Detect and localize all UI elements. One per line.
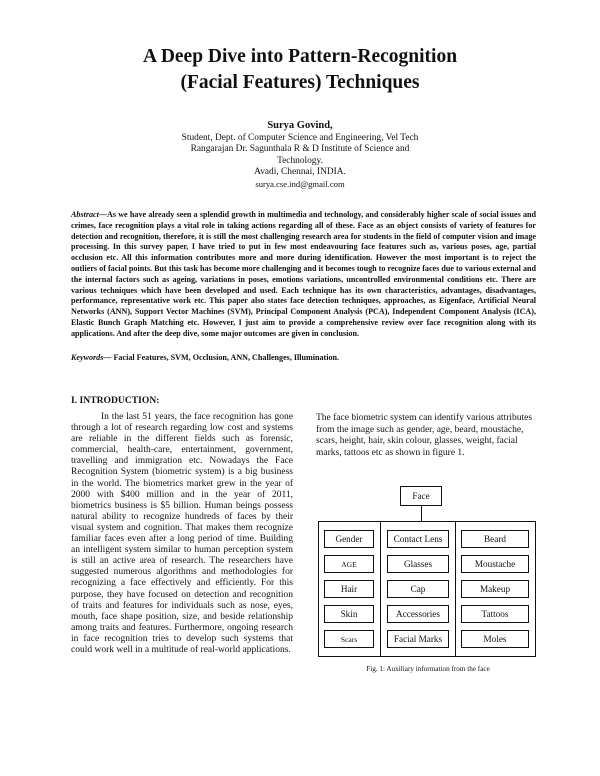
figure-box-facial-marks: Facial Marks xyxy=(387,630,449,648)
figure-1 xyxy=(313,478,543,673)
figure-box-makeup: Makeup xyxy=(461,580,529,598)
figure-box-moles: Moles xyxy=(461,630,529,648)
abstract-label: Abstract xyxy=(71,210,99,219)
figure-root-box: Face xyxy=(400,486,442,506)
figure-box-gender: Gender xyxy=(324,530,374,548)
author-affiliation-2: Rangarajan Dr. Sagunthala R & D Institute of Science and xyxy=(190,144,410,155)
abstract-text: —As we have already seen a splendid growth in multimedia and technology, and considerably higher scale of social issues and crimes, face recognition plays a vital role in taking actions regarding all of these. Face as an object consists of variety of features for detection and recognition, therefore, it is still the most challenging research area for students in the field of computer vision and image processing. In this survey paper, I have tried to put in few most endeavouring face features such as, various poses, age, partial occlusion etc. All this information contributes more and more during identification. However the most important is to reject the outliers of facial points. But this task has become more challenging and it becomes tough to recognize faces due to various external and the internal factors such as ageing, variations in poses, emotions variations, uncontrolled environmental conditions etc. There are various techniques which have been developed and used. Each technique has its own characteristics, advantages, disadvantages, performance, representative work etc. This paper also states face detection techniques, approaches, as Eigenface, Artificial Neural Networks (ANN), Support Vector Machines (SVM), Principal Component Analysis (PCA), Independent Component Analysis (ICA), Elastic Bunch Graph Matching etc. However, I just aim to provide a comprehensive review over face recognition along with its applications. And after the deep dive, some major outcomes are given in conclusion. xyxy=(71,210,536,338)
figure-box-age: AGE xyxy=(324,555,374,573)
keywords-text: Facial Features, SVM, Occlusion, ANN, Challenges, Illumination. xyxy=(111,353,340,362)
figure-caption: Fig. 1: Auxiliary information from the face xyxy=(366,665,490,673)
figure-box-beard: Beard xyxy=(461,530,529,548)
figure-box-glasses: Glasses xyxy=(387,555,449,573)
keywords-label: Keywords— xyxy=(71,353,112,362)
section-heading-introduction: I. INTRODUCTION: xyxy=(71,395,160,406)
figure-connector xyxy=(421,506,422,521)
author-affiliation-1: Student, Dept. of Computer Science and Engineering, Vel Tech xyxy=(181,132,419,143)
paper-title xyxy=(0,44,600,96)
figure-box-scars: Scars xyxy=(324,630,374,648)
abstract xyxy=(71,210,536,340)
author-email[interactable]: surya.cse.ind@gmail.com xyxy=(255,178,345,189)
author-block xyxy=(0,120,600,191)
figure-box-accessories: Accessories xyxy=(387,605,449,623)
figure-separator-1 xyxy=(380,521,381,657)
introduction-column xyxy=(71,412,293,656)
figure-box-cap: Cap xyxy=(387,580,449,598)
keywords xyxy=(71,353,536,364)
figure-box-contact-lens: Contact Lens xyxy=(387,530,449,548)
author-location: Avadi, Chennai, INDIA. xyxy=(254,167,346,178)
figure-separator-2 xyxy=(455,521,456,657)
figure-box-skin: Skin xyxy=(324,605,374,623)
title-line-1: A Deep Dive into Pattern-Recognition xyxy=(142,46,458,67)
figure-intro-paragraph: The face biometric system can identify various attributes from the image such as gender, age, beard, moustache, scars, height, hair, skin colour, glasses, weight, facial marks, tattoos etc as shown in figure 1. xyxy=(316,413,533,458)
figure-box-tattoos: Tattoos xyxy=(461,605,529,623)
figure-box-hair: Hair xyxy=(324,580,374,598)
introduction-paragraph: In the last 51 years, the face recognition has gone through a lot of research regarding low cost and systems are reliable in the different fields such as forensic, commercial, health-care, entertainment, government, travelling and immigration etc. Nowadays the Face Recognition System (biometric system) is a big business in the world. The biometrics market grew in the year of 2000 with $400 million and in the year of 2011, biometrics business is $5 billion. Human beings possess natural ability to recognize hundreds of faces by their visual system and cognition. That makes them recognize familiar faces even after a long period of time. Building an intelligent system similar to human perception system is still an active area of research. The researchers have suggested numerous algorithms and methodologies for recognizing a face effectively and efficiently. For this purpose, they have focused on detection and recognition of traits and features for individuals such as nose, eyes, mouth, face shape position, size, and beside relationship among traits and features. Furthermore, ongoing research in face recognition tries to develop such systems that could work well in a multitude of real-world applications. xyxy=(71,412,293,655)
title-line-2: (Facial Features) Techniques xyxy=(180,72,420,93)
figure-box-moustache: Moustache xyxy=(461,555,529,573)
author-affiliation-3: Technology. xyxy=(277,155,323,166)
author-name: Surya Govind, xyxy=(267,120,333,131)
